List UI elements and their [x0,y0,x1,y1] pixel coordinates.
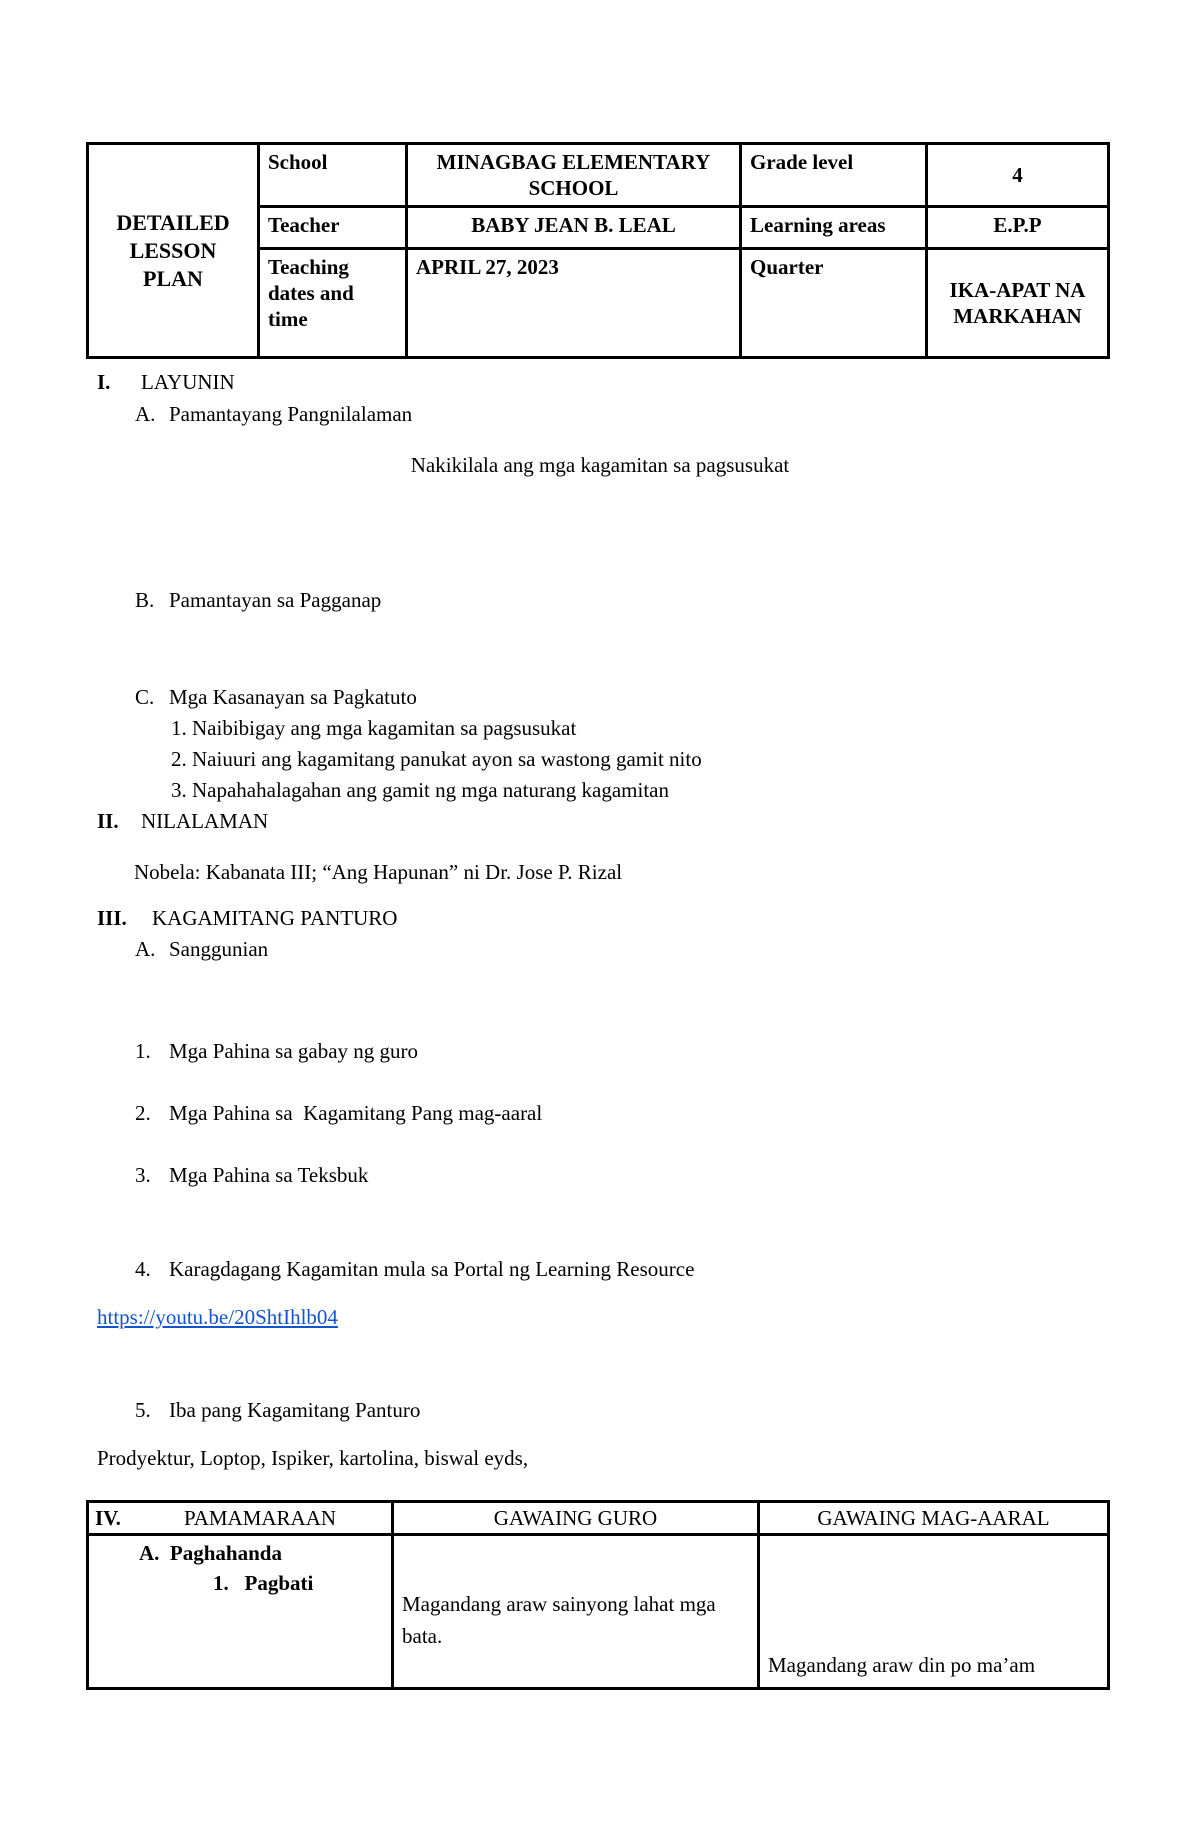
reference-number: 1. [135,1039,151,1063]
section-3a-title: Sanggunian [169,937,269,961]
areas-value: E.P.P [927,207,1109,249]
reference-item: Karagdagang Kagamitan mula sa Portal ng Learning Resource [169,1257,695,1281]
procedure-numeral: IV. [95,1506,121,1530]
section-1a-title: Pamantayang Pangnilalaman [169,402,413,426]
procedure-table [86,1500,1110,1690]
section-2-content: Nobela: Kabanata III; “Ang Hapunan” ni Dr. Jose P. Rizal [134,860,623,884]
section-1b-title: Pamantayan sa Pagganap [169,588,382,612]
procedure-col2-header: GAWAING GURO [393,1502,759,1535]
section-1a-letter: A. [135,402,156,426]
quarter-value: IKA-APAT NA MARKAHAN [927,249,1109,358]
resource-link[interactable]: https://youtu.be/20ShtIhlb04 [97,1305,338,1329]
section-2-numeral: II. [97,809,119,833]
reference-item: Mga Pahina sa Kagamitang Pang mag-aaral [169,1101,543,1125]
dates-value: APRIL 27, 2023 [407,249,741,358]
reference-number: 2. [135,1101,151,1125]
dates-label: Teaching dates and time [259,249,407,358]
competency-item: 1. Naibibigay ang mga kagamitan sa pagsusukat [171,716,577,740]
competency-item: 2. Naiuuri ang kagamitang panukat ayon sa wastong gamit nito [171,747,702,771]
section-2-title: NILALAMAN [141,809,269,833]
school-value: MINAGBAG ELEMENTARY SCHOOL [407,144,741,207]
reference-item: Mga Pahina sa gabay ng guro [169,1039,419,1063]
teacher-label: Teacher [259,207,407,249]
teacher-value: BABY JEAN B. LEAL [407,207,741,249]
procedure-col1-header: PAMAMARAAN [183,1506,337,1530]
student-activity: Magandang araw din po ma’am [759,1535,1109,1689]
areas-label: Learning areas [741,207,927,249]
reference-item: Iba pang Kagamitang Panturo [169,1398,421,1422]
section-3-title: KAGAMITANG PANTURO [152,906,398,930]
reference-number: 3. [135,1163,151,1187]
step-a1-label: 1. Pagbati [213,1571,314,1595]
section-1c-title: Mga Kasanayan sa Pagkatuto [169,685,417,709]
section-3a-letter: A. [135,937,156,961]
procedure-col3-header: GAWAING MAG-AARAL [759,1502,1109,1535]
section-3-numeral: III. [97,906,127,930]
section-1-title: LAYUNIN [141,370,235,394]
reference-item: Mga Pahina sa Teksbuk [169,1163,369,1187]
teacher-activity: Magandang araw sainyong lahat mga bata. [393,1535,759,1689]
procedure-step-cell [88,1535,393,1689]
grade-value: 4 [927,144,1109,207]
reference-number: 4. [135,1257,151,1281]
dlp-title: DETAILED LESSON PLAN [88,144,259,358]
procedure-header-cell [88,1502,393,1535]
school-label: School [259,144,407,207]
section-1c-letter: C. [135,685,155,709]
lesson-plan-header-table [86,142,1110,359]
section-1-numeral: I. [97,370,111,394]
section-1a-content: Nakikilala ang mga kagamitan sa pagsusukat [410,453,790,477]
competency-item: 3. Napahahalagahan ang gamit ng mga naturang kagamitan [171,778,669,802]
reference-number: 5. [135,1398,151,1422]
step-a-label: A. Paghahanda [139,1541,282,1565]
grade-label: Grade level [741,144,927,207]
materials-list: Prodyektur, Loptop, Ispiker, kartolina, biswal eyds, [97,1446,529,1470]
section-1b-letter: B. [135,588,155,612]
quarter-label: Quarter [741,249,927,358]
